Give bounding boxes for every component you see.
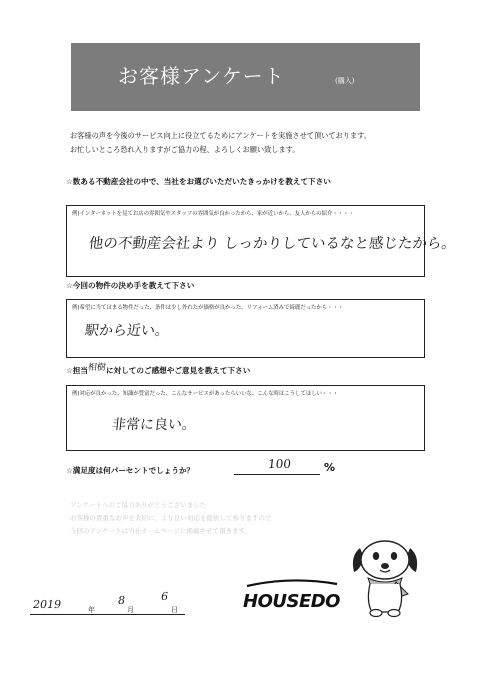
date-day-unit: 日 bbox=[171, 606, 178, 614]
question-2: ☆今回の物件の決め手を教えて下さい bbox=[66, 281, 195, 290]
footer-note-3: 今回のアンケートは当社ホームページに掲載させて頂きます。 bbox=[70, 527, 251, 535]
footer-note-1: アンケートへのご協力ありがとうございました bbox=[70, 501, 207, 509]
footer-note-2: お客様の貴重なお声を大切に、より良い対応を提供して参りますので bbox=[70, 514, 272, 522]
answer-3: 非常に良い。 bbox=[111, 417, 197, 433]
date-month-unit: 月 bbox=[127, 606, 134, 614]
date-underline bbox=[30, 614, 185, 615]
answer-2: 駅から近い。 bbox=[84, 323, 170, 339]
svg-text:HOUSEDO: HOUSEDO bbox=[243, 591, 340, 612]
example-3: 例)対応が良かった、知識が豊富だった、こんなサービスがあったらいいな、こんな時はこうしてほしい・・・ bbox=[72, 391, 339, 397]
housedo-logo bbox=[241, 574, 341, 614]
satisfaction-value: 100 bbox=[267, 457, 292, 471]
example-2: 例)希望に当てはまる物件だった、条件は少し外れたが価格が良かった、リフォーム済みで綺麗だったから・・・ bbox=[72, 305, 344, 311]
date-month: 8 bbox=[116, 594, 127, 607]
satisfaction-underline bbox=[234, 474, 320, 475]
percent-sign: % bbox=[324, 461, 336, 474]
question-3-suffix: に対してのご感想やご意見を教えて下さい bbox=[106, 366, 251, 375]
date-year-unit: 年 bbox=[88, 606, 95, 614]
question-3-prefix: ☆担当 bbox=[66, 366, 88, 375]
answer-box-3 bbox=[66, 385, 425, 451]
answer-box-2 bbox=[66, 299, 425, 358]
housedo-logo-graphic bbox=[241, 574, 341, 614]
dog-mascot-icon bbox=[350, 536, 420, 618]
page-title: お客様アンケート bbox=[118, 64, 285, 88]
question-4: ☆満足度は何パーセントでしょうか？ bbox=[66, 466, 195, 475]
intro-line-1: お客様の声を今後のサービス向上に役立てるためにアンケートを実施させて頂いております。 bbox=[70, 131, 371, 140]
example-1: 例)インターネットを見てお店の雰囲気やスタッフの雰囲気が良かったから、家が近いから、友人からの紹介・・・・ bbox=[72, 211, 354, 217]
date-year: 2019 bbox=[31, 598, 63, 611]
question-3-staff-name: 相樹 bbox=[87, 363, 107, 373]
answer-1: 他の不動産会社より しっかりしているなと感じたから。 bbox=[88, 236, 457, 252]
page-subtitle: (購入) bbox=[335, 77, 355, 85]
answer-box-1 bbox=[66, 205, 457, 277]
date-day: 6 bbox=[159, 590, 170, 603]
question-1: ☆数ある不動産会社の中で、当社をお選びいただいたきっかけを教えて下さい bbox=[66, 177, 331, 186]
question-3 bbox=[66, 363, 250, 376]
intro-line-2: お忙しいところ恐れ入りますがご協力の程、よろしくお願い致します。 bbox=[70, 145, 300, 154]
